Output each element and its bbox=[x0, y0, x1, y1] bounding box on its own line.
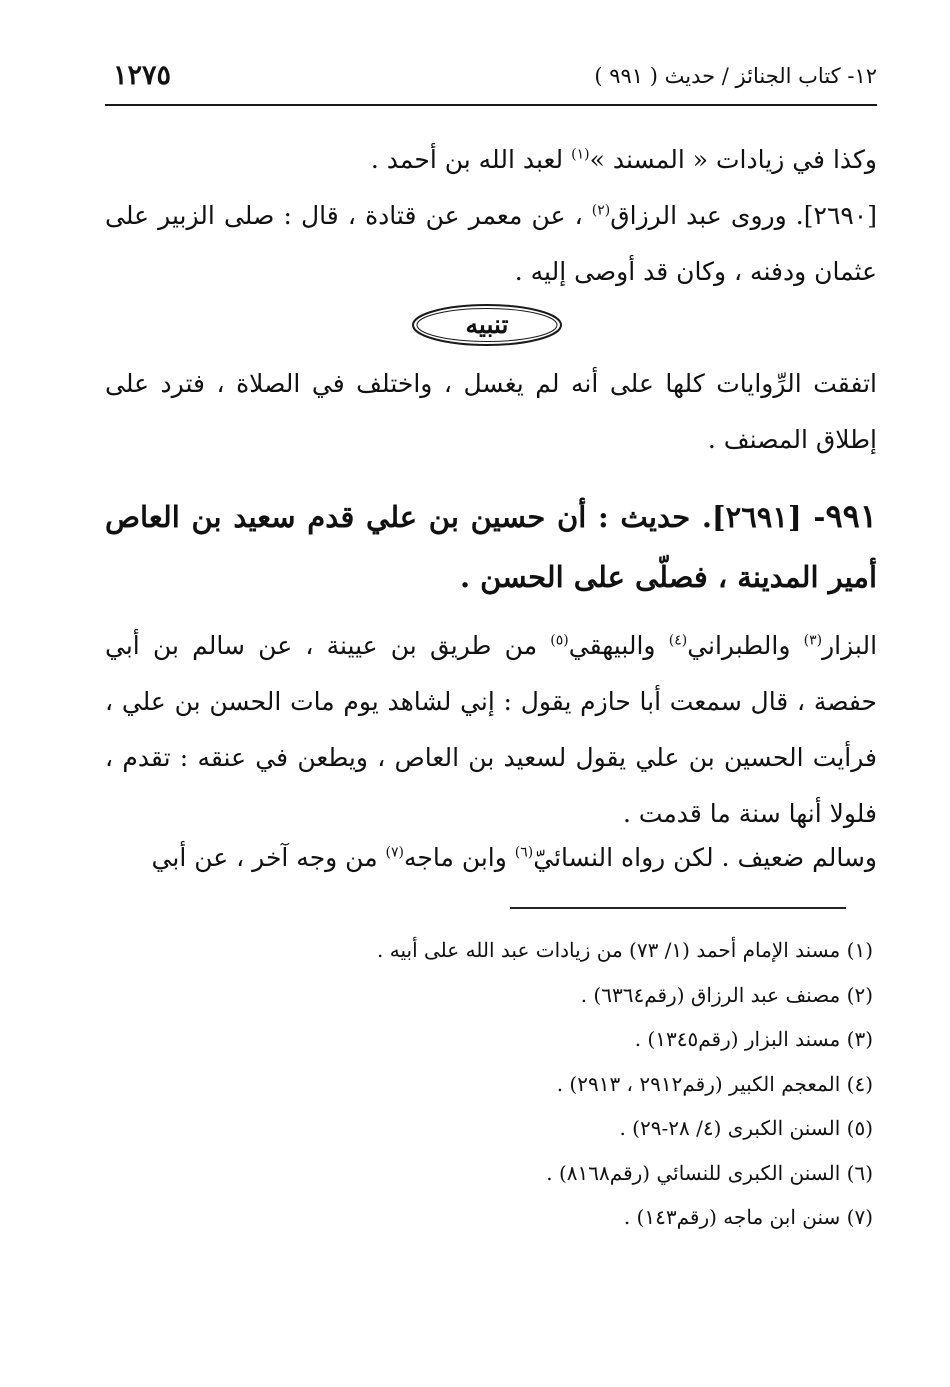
footnote-ref: (٢) bbox=[591, 202, 611, 219]
footnote-ref: (٦) bbox=[514, 844, 534, 861]
footnote-divider bbox=[510, 907, 846, 909]
notice-heading bbox=[410, 300, 564, 350]
paragraph-text: والبيهقي bbox=[568, 631, 669, 660]
paragraph-text: من وجه آخر ، عن أبي bbox=[151, 843, 386, 872]
footnote-item: (٦) السنن الكبرى للنسائي (رقم٨١٦٨) . bbox=[546, 1160, 873, 1185]
paragraph-text: البزار bbox=[822, 631, 878, 660]
paragraph-text: لعبد الله بن أحمد . bbox=[370, 145, 572, 174]
footnote-item: (١) مسند الإمام أحمد (١/ ٧٣) من زيادات عبد الله على أبيه . bbox=[377, 938, 873, 962]
paragraph-text: [٢٦٩٠]. وروى عبد الرزاق bbox=[610, 201, 877, 230]
hadith-text: - [٢٦٩١]. حديث : أن حسين بن علي قدم سعيد بن العاص أمير المدينة ، فصلّى على الحسن . bbox=[105, 500, 877, 594]
footnote-item: (٤) المعجم الكبير (رقم٢٩١٢ ، ٢٩١٣) . bbox=[556, 1071, 873, 1096]
paragraph-text: وكذا في زيادات « المسند » bbox=[589, 145, 877, 174]
page-number: ١٢٧٥ bbox=[113, 60, 172, 91]
footnote-ref: (٤) bbox=[668, 632, 688, 649]
hadith-heading bbox=[105, 486, 877, 607]
footnotes-list bbox=[105, 928, 873, 1240]
paragraph-text: والطبراني bbox=[687, 631, 804, 660]
paragraph-text: وابن ماجه bbox=[404, 843, 515, 872]
commentary-paragraph bbox=[105, 618, 877, 842]
footnote-item: (٢) مصنف عبد الرزاق (رقم٦٣٦٤) . bbox=[580, 982, 873, 1007]
footnote-item: (٧) سنن ابن ماجه (رقم١٤٣) . bbox=[623, 1205, 873, 1229]
footnote-ref: (٣) bbox=[803, 632, 823, 649]
running-title: ١٢- كتاب الجنائز / حديث ( ٩٩١ ) bbox=[594, 64, 877, 88]
footnote-item: (٥) السنن الكبرى (٤/ ٢٨-٢٩) . bbox=[619, 1116, 873, 1140]
footnote-ref: (٥) bbox=[550, 632, 569, 649]
paragraph-text: من طريق بن عيينة ، عن سالم بن أبي حفصة ، قال سمعت أبا حازم يقول : إني لشاهد يوم مات الحسن بن علي ، فرأيت الحسين بن علي يقول لسعيد بن العاص ، ويطعن في عنقه : تقدم ، فلولا أنها سنة ما قدمت . bbox=[105, 631, 877, 828]
commentary-paragraph bbox=[105, 830, 877, 886]
footnote-ref: (١) bbox=[571, 146, 590, 163]
notice-label: تنبيه bbox=[465, 310, 509, 339]
footnote-item: (٣) مسند البزار (رقم١٣٤٥) . bbox=[634, 1027, 873, 1051]
header-divider bbox=[105, 104, 877, 106]
notice-text: اتفقت الرِّوايات كلها على أنه لم يغسل ، واختلف في الصلاة ، فترد على إطلاق المصنف . bbox=[105, 369, 877, 454]
hadith-number: ٩٩١ bbox=[825, 497, 877, 535]
paragraph-musnad-additions bbox=[105, 132, 877, 188]
paragraph-text: وسالم ضعيف . لكن رواه النسائيّ bbox=[533, 843, 877, 872]
page-header bbox=[105, 58, 877, 104]
paragraph-abdurrazzaq bbox=[105, 188, 877, 300]
paragraph-text: ، عن معمر عن قتادة ، قال : صلى الزبير على عثمان ودفنه ، وكان قد أوصى إليه . bbox=[105, 201, 877, 286]
footnote-ref: (٧) bbox=[385, 844, 404, 861]
